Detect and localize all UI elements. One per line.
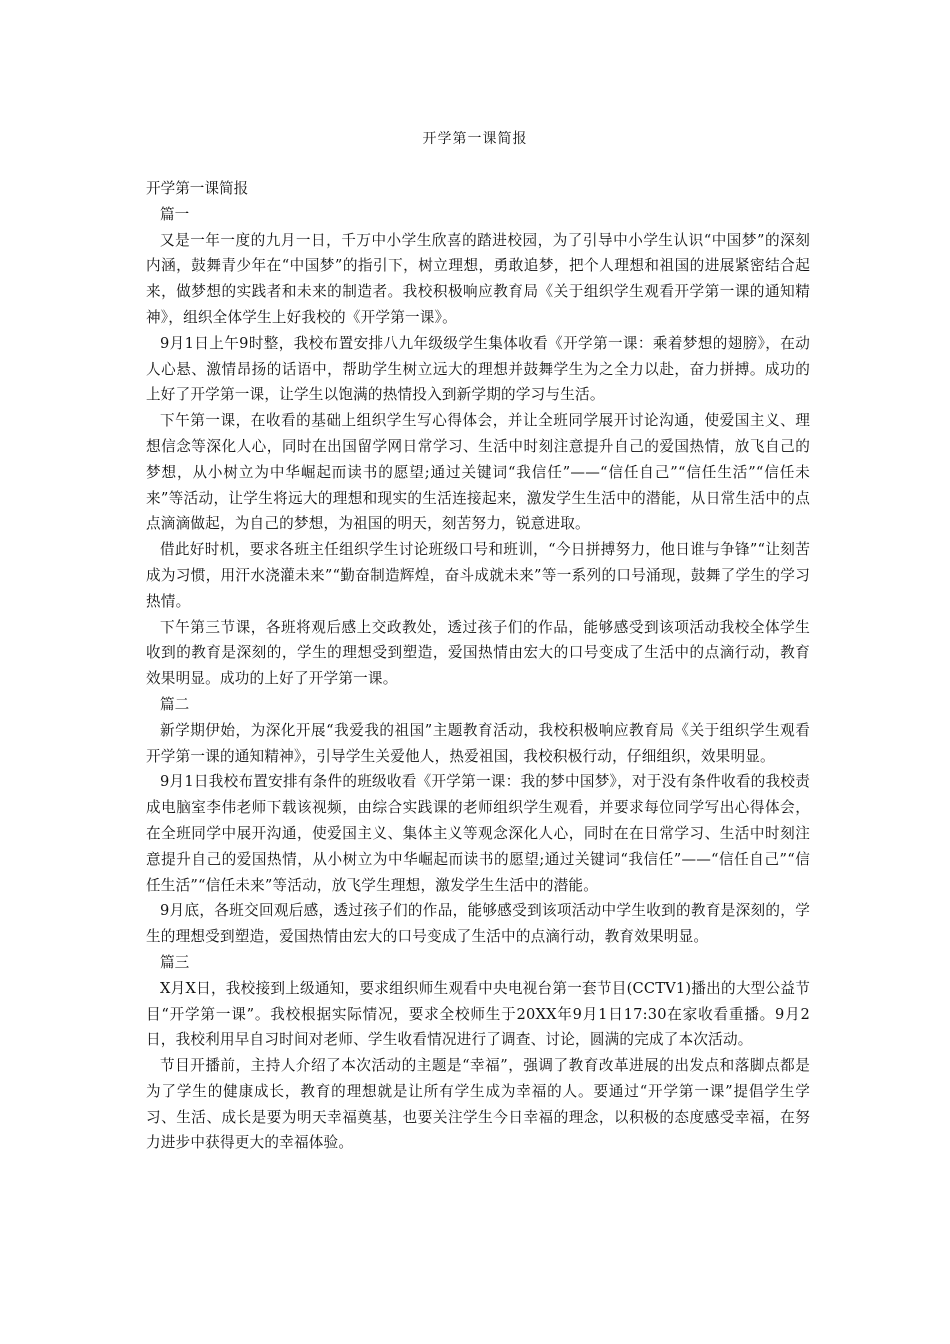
section-label: 篇三 <box>160 953 190 971</box>
document-title: 开学第一课简报 <box>422 131 528 147</box>
paragraph: 9月1日我校布置安排有条件的班级收看《开学第一课：我的梦中国梦》，对于没有条件收看的我校责成电脑室李伟老师下载该视频，由综合实践课的老师组织学生观看，并要求每位同学写出心得体会，在全班同学中展开沟通，使爱国主义、集体主义等观念深化人心，同时在在日常学习、生活中时刻注意提升自己的爱国热情，从小树立为中华崛起而读书的愿望;通过关键词“我信任”——“信任自己”“信任生活”“信任未来”等活动，放飞学生理想，激发学生生活中的潜能。 <box>146 773 810 894</box>
document-body <box>146 176 810 1156</box>
paragraph: 节目开播前，主持人介绍了本次活动的主题是“幸福”，强调了教育改革进展的出发点和落脚点都是为了学生的健康成长，教育的理想就是让所有学生成为幸福的人。要通过“开学第一课”提倡学生学习、生活、成长是要为明天幸福奠基，也要关注学生今日幸福的理念，以积极的态度感受幸福，在努力进步中获得更大的幸福体验。 <box>146 1057 810 1152</box>
paragraph: 下午第三节课，各班将观后感上交政教处，透过孩子们的作品，能够感受到该项活动我校全体学生收到的教育是深刻的，学生的理想受到塑造，爱国热情由宏大的口号变成了生活中的点滴行动，教育效果明显。成功的上好了开学第一课。 <box>146 618 810 688</box>
paragraph: 9月1日上午9时整，我校布置安排八九年级级学生集体收看《开学第一课：乘着梦想的翅膀》，在动人心悬、激情昂扬的话语中，帮助学生树立远大的理想并鼓舞学生为之全力以赴，奋力拼搏。成功的上好了开学第一课，让学生以饱满的热情投入到新学期的学习与生活。 <box>146 334 810 404</box>
section-label: 篇二 <box>160 695 190 713</box>
paragraph: 借此好时机，要求各班主任组织学生讨论班级口号和班训，“今日拼搏努力，他日谁与争锋”“让刻苦成为习惯，用汗水浇灌未来”“勤奋制造辉煌，奋斗成就未来”等一系列的口号涌现，鼓舞了学生的学习热情。 <box>146 541 810 610</box>
paragraph: 又是一年一度的九月一日，千万中小学生欣喜的踏进校园，为了引导中小学生认识“中国梦”的深刻内涵，鼓舞青少年在“中国梦”的指引下，树立理想，勇敢追梦，把个人理想和祖国的进展紧密结合起来，做梦想的实践者和未来的制造者。我校积极响应教育局《关于组织学生观看开学第一课的通知精神》，组织全体学生上好我校的《开学第一课》。 <box>146 231 810 326</box>
paragraph: 新学期伊始，为深化开展“我爱我的祖国”主题教育活动，我校积极响应教育局《关于组织学生观看开学第一课的通知精神》，引导学生关爱他人，热爱祖国，我校积极行动，仔细组织，效果明显。 <box>146 721 810 765</box>
section-label: 篇一 <box>160 205 190 223</box>
paragraph: 下午第一课，在收看的基础上组织学生写心得体会，并让全班同学展开讨论沟通，使爱国主义、理想信念等深化人心，同时在出国留学网日常学习、生活中时刻注意提升自己的爱国热情，放飞自己的梦想，从小树立为中华崛起而读书的愿望;通过关键词“我信任”——“信任自己”“信任生活”“信任未来”等活动，让学生将远大的理想和现实的生活连接起来，激发学生生活中的潜能，从日常生活中的点点滴滴做起，为自己的梦想，为祖国的明天，刻苦努力，锐意进取。 <box>146 412 810 533</box>
paragraph: 9月底，各班交回观后感，透过孩子们的作品，能够感受到该项活动中学生收到的教育是深刻的，学生的理想受到塑造，爱国热情由宏大的口号变成了生活中的点滴行动，教育效果明显。 <box>146 902 810 946</box>
document-heading: 开学第一课简报 <box>146 180 249 197</box>
paragraph: X月X日，我校接到上级通知，要求组织师生观看中央电视台第一套节目(CCTV1)播出的大型公益节目“开学第一课”。我校根据实际情况，要求全校师生于20XX年9月1日17:30在家收看重播。9月2日，我校利用早自习时间对老师、学生收看情况进行了调查、讨论，圆满的完成了本次活动。 <box>146 979 810 1049</box>
